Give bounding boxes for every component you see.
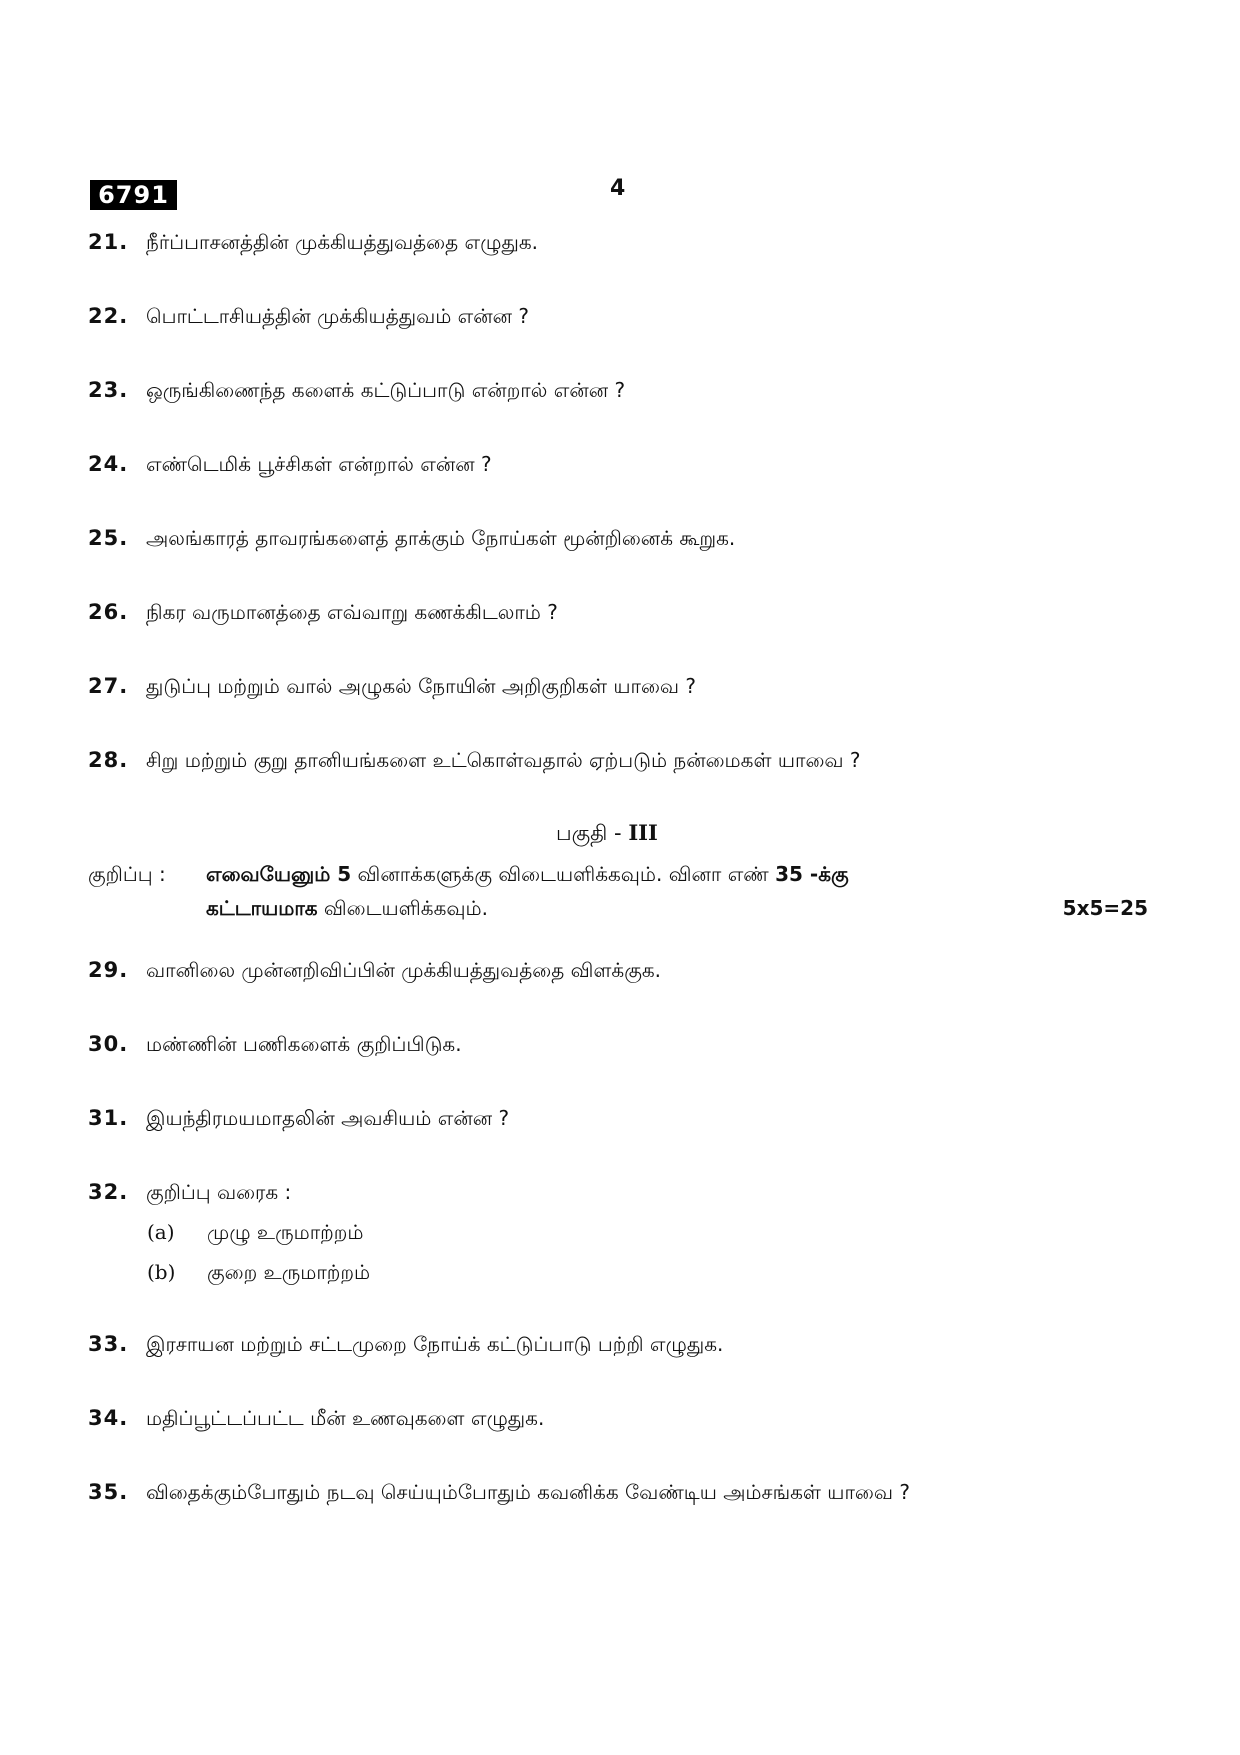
question-31 <box>88 1106 509 1133</box>
section-title <box>556 820 658 848</box>
question-number: 26. <box>88 600 129 624</box>
question-text: ஒருங்கிணைந்த களைக் கட்டுப்பாடு என்றால் என்ன ? <box>146 378 626 402</box>
instruction-line-1 <box>88 862 1148 892</box>
instruction-note <box>88 862 1148 926</box>
question-text: நிகர வருமானத்தை எவ்வாறு கணக்கிடலாம் ? <box>146 600 558 624</box>
note-label: குறிப்பு : <box>88 862 166 886</box>
question-number: 27. <box>88 674 129 698</box>
section-title-roman: III <box>628 820 658 845</box>
marks-allocation: 5x5=25 <box>1062 896 1148 920</box>
page-number: 4 <box>610 176 626 201</box>
question-24 <box>88 452 492 479</box>
question-number: 34. <box>88 1406 129 1430</box>
question-text: வானிலை முன்னறிவிப்பின் முக்கியத்துவத்தை விளக்குக. <box>146 958 662 982</box>
question-number: 29. <box>88 958 129 982</box>
section-title-prefix: பகுதி - <box>556 821 629 845</box>
question-number: 21. <box>88 230 129 254</box>
question-text: துடுப்பு மற்றும் வால் அழுகல் நோயின் அறிகுறிகள் யாவை ? <box>146 674 696 698</box>
question-32-part-a <box>147 1220 363 1247</box>
note-text-1: வினாக்களுக்கு விடையளிக்கவும். வினா எண் <box>351 862 776 886</box>
question-29 <box>88 958 661 985</box>
subpart-label: (a) <box>147 1220 175 1244</box>
question-35 <box>88 1480 910 1507</box>
question-32-part-b <box>147 1260 370 1287</box>
question-34 <box>88 1406 544 1433</box>
question-30 <box>88 1032 462 1059</box>
subpart-label: (b) <box>147 1260 176 1284</box>
instruction-line-2 <box>88 896 1148 926</box>
question-26 <box>88 600 558 627</box>
question-25 <box>88 526 735 553</box>
question-text: விதைக்கும்போதும் நடவு செய்யும்போதும் கவனிக்க வேண்டிய அம்சங்கள் யாவை ? <box>146 1480 910 1504</box>
question-number: 23. <box>88 378 129 402</box>
question-number: 32. <box>88 1180 129 1204</box>
subpart-text: குறை உருமாற்றம் <box>207 1260 371 1284</box>
note-bold-any-five: எவையேனும் 5 <box>206 862 352 886</box>
question-text: சிறு மற்றும் குறு தானியங்களை உட்கொள்வதால் ஏற்படும் நன்மைகள் யாவை ? <box>146 748 861 772</box>
note-bold-compulsory: கட்டாயமாக <box>206 896 318 920</box>
question-number: 35. <box>88 1480 129 1504</box>
question-number: 22. <box>88 304 129 328</box>
question-28 <box>88 748 860 775</box>
question-number: 25. <box>88 526 129 550</box>
question-number: 30. <box>88 1032 129 1056</box>
question-32 <box>88 1180 291 1207</box>
question-text: இயந்திரமயமாதலின் அவசியம் என்ன ? <box>146 1106 510 1130</box>
question-text: அலங்காரத் தாவரங்களைத் தாக்கும் நோய்கள் மூன்றினைக் கூறுக. <box>146 526 736 550</box>
question-number: 31. <box>88 1106 129 1130</box>
question-text: மதிப்பூட்டப்பட்ட மீன் உணவுகளை எழுதுக. <box>146 1406 545 1430</box>
question-number: 33. <box>88 1332 129 1356</box>
question-33 <box>88 1332 723 1359</box>
question-21 <box>88 230 538 257</box>
paper-code-badge: 6791 <box>90 180 177 210</box>
note-text-2: விடையளிக்கவும். <box>317 896 488 920</box>
subpart-text: முழு உருமாற்றம் <box>207 1220 364 1244</box>
question-text: நீர்ப்பாசனத்தின் முக்கியத்துவத்தை எழுதுக. <box>146 230 538 254</box>
question-22 <box>88 304 529 331</box>
question-text: பொட்டாசியத்தின் முக்கியத்துவம் என்ன ? <box>146 304 530 328</box>
question-23 <box>88 378 625 405</box>
question-text: மண்ணின் பணிகளைக் குறிப்பிடுக. <box>146 1032 462 1056</box>
question-text: எண்டெமிக் பூச்சிகள் என்றால் என்ன ? <box>146 452 492 476</box>
question-27 <box>88 674 696 701</box>
question-number: 24. <box>88 452 129 476</box>
question-number: 28. <box>88 748 129 772</box>
note-bold-question-35: 35 -க்கு <box>775 862 849 886</box>
question-text: இரசாயன மற்றும் சட்டமுறை நோய்க் கட்டுப்பாடு பற்றி எழுதுக. <box>146 1332 724 1356</box>
question-text: குறிப்பு வரைக : <box>146 1180 292 1204</box>
